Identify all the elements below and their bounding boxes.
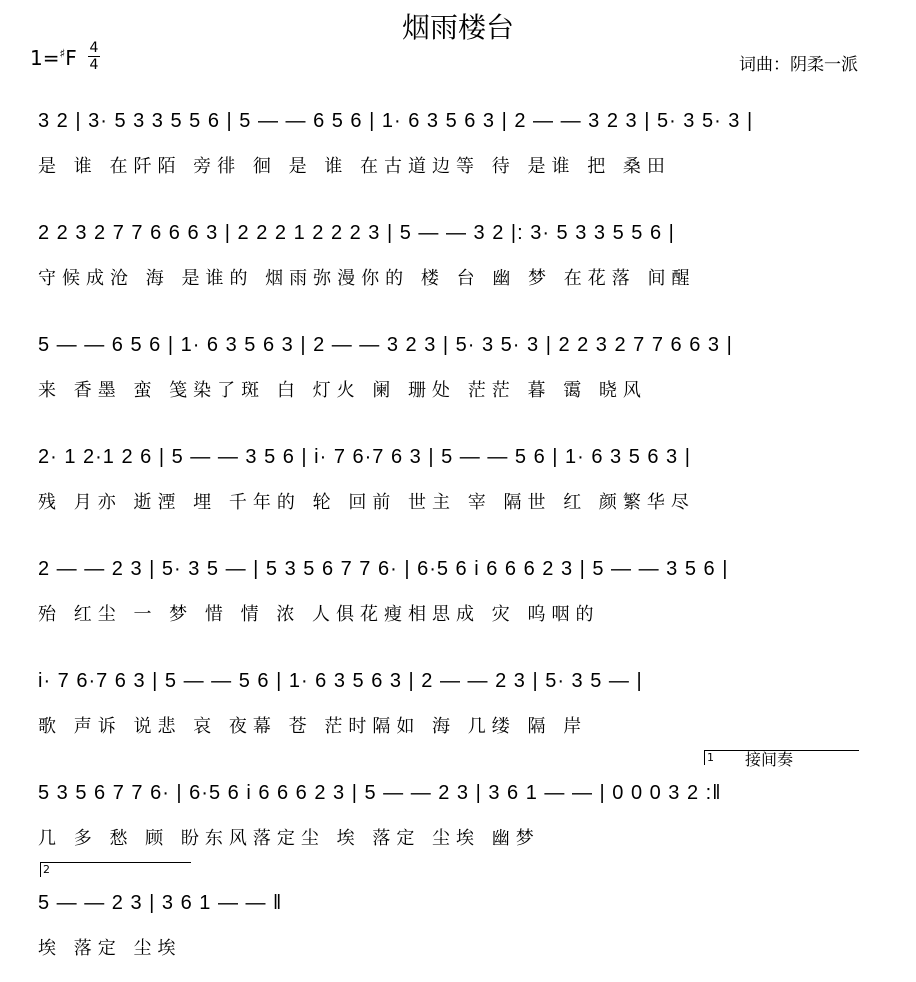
- staff-system-4: [38, 446, 868, 536]
- time-top: 4: [89, 40, 99, 56]
- lyrics-line: 殆 红尘 一 梦 惜 情 浓 人俱花瘦相思成 灾 呜咽的: [38, 604, 600, 625]
- staff-system-6: [38, 670, 868, 760]
- volta-text: 接间奏: [745, 750, 794, 769]
- notation-line: 5 — — 2 3 | 3 6 1 — — ‖: [38, 892, 283, 914]
- lyrics-line: 埃 落定 尘埃: [38, 938, 182, 959]
- notation-line: 5 — — 6 5 6 | 1· 6 3 5 6 3 | 2 — — 3 2 3 | 5· 3 5· 3 | 2 2 3 2 7 7 6 6 3 |: [38, 334, 733, 356]
- key-prefix: 1=: [30, 46, 60, 70]
- volta-number: 2: [43, 863, 50, 876]
- notation-line: 3 2 | 3· 5 3 3 5 5 6 | 5 — — 6 5 6 | 1· 6 3 5 6 3 | 2 — — 3 2 3 | 5· 3 5· 3 |: [38, 110, 754, 132]
- author-credit: 词曲：阴柔一派: [739, 55, 858, 75]
- staff-system-2: [38, 222, 868, 312]
- lyrics-line: 是 谁 在阡陌 旁徘 徊 是 谁 在古道边等 待 是谁 把 桑田: [38, 156, 671, 177]
- sharp-sign: ♯: [59, 46, 66, 61]
- volta-second-ending: [40, 862, 191, 877]
- notation-line: 2 2 3 2 7 7 6 6 6 3 | 2 2 2 1 2 2 2 3 | 5 — — 3 2 |: 3· 5 3 3 5 5 6 |: [38, 222, 675, 244]
- key-note: F: [65, 46, 77, 70]
- lyrics-line: 几 多 愁 顾 盼东风落定尘 埃 落定 尘埃 幽梦: [38, 828, 540, 849]
- time-signature: [88, 40, 100, 73]
- lyrics-line: 来 香墨 蛮 笺染了斑 白 灯火 阑 珊处 茫茫 暮 霭 晓风: [38, 380, 647, 401]
- staff-system-7: [38, 782, 868, 872]
- volta-first-ending: [704, 750, 859, 769]
- staff-system-1: [38, 110, 868, 200]
- key-signature: [30, 46, 77, 70]
- notation-line: 2· 1 2·1 2 6 | 5 — — 3 5 6 | i· 7 6·7 6 3 | 5 — — 5 6 | 1· 6 3 5 6 3 |: [38, 446, 691, 468]
- notation-line: i· 7 6·7 6 3 | 5 — — 5 6 | 1· 6 3 5 6 3 | 2 — — 2 3 | 5· 3 5 — |: [38, 670, 643, 692]
- lyrics-line: 守候成沧 海 是谁的 烟雨弥漫你的 楼 台 幽 梦 在花落 间醒: [38, 268, 696, 289]
- notation-line: 5 3 5 6 7 7 6· | 6·5 6 i 6 6 6 2 3 | 5 — — 2 3 | 3 6 1 — — | 0 0 0 3 2 :‖: [38, 782, 722, 804]
- lyrics-line: 歌 声诉 说悲 哀 夜幕 苍 茫时隔如 海 几缕 隔 岸: [38, 716, 588, 737]
- staff-system-3: [38, 334, 868, 424]
- time-bottom: 4: [89, 57, 99, 73]
- notation-line: 2 — — 2 3 | 5· 3 5 — | 5 3 5 6 7 7 6· | 6·5 6 i 6 6 6 2 3 | 5 — — 3 5 6 |: [38, 558, 729, 580]
- volta-number: 1: [707, 751, 714, 764]
- staff-system-8: [38, 892, 868, 982]
- staff-system-5: [38, 558, 868, 648]
- lyrics-line: 残 月亦 逝湮 埋 千年的 轮 回前 世主 宰 隔世 红 颜繁华尽: [38, 492, 695, 513]
- song-title: 烟雨楼台: [401, 11, 514, 44]
